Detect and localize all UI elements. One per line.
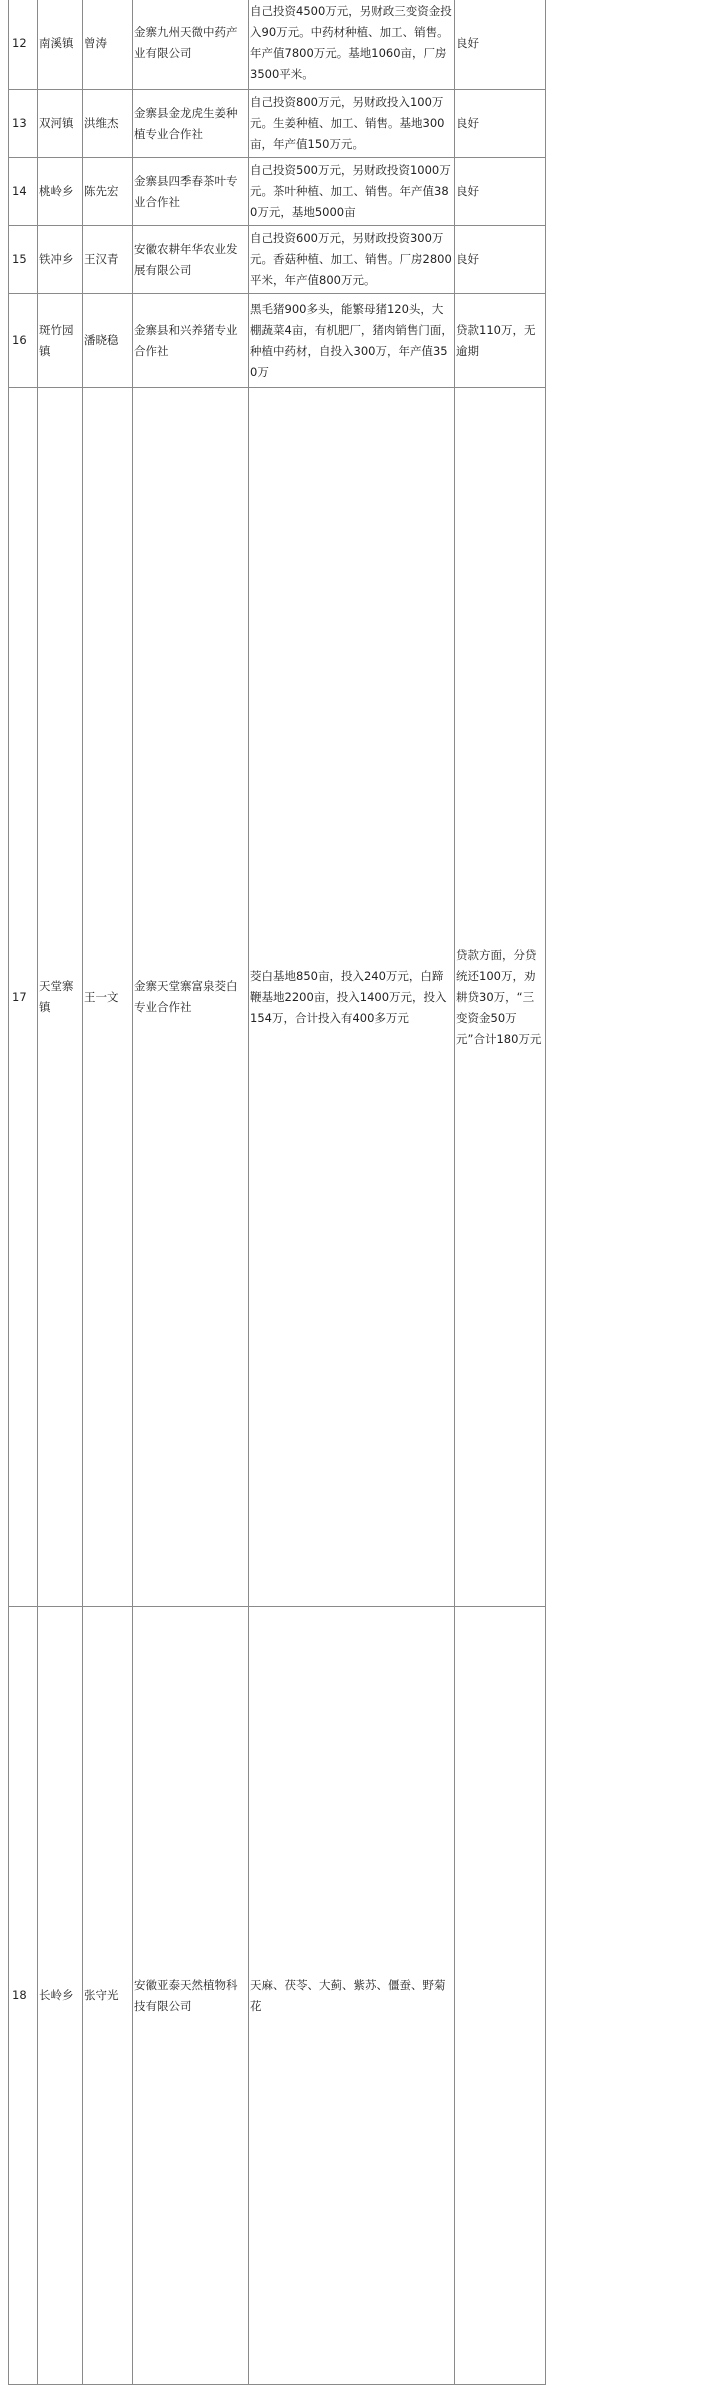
row-number: 17 [9,388,38,1607]
person-cell: 曾涛 [83,0,133,90]
row-number: 15 [9,226,38,294]
details-cell: 天麻、茯苓、大蓟、紫苏、僵蚕、野菊花 [249,1607,455,2385]
entity-cell: 安徽农耕年华农业发展有限公司 [133,226,249,294]
table-row [9,0,711,90]
table-row [9,226,711,294]
row-number: 13 [9,90,38,158]
town-cell: 南溪镇 [38,0,83,90]
status-cell: 良好 [455,90,546,158]
entity-cell: 金寨天堂寨富泉茭白专业合作社 [133,388,249,1607]
town-cell: 铁冲乡 [38,226,83,294]
status-cell: 贷款方面，分贷统还100万，劝耕贷30万，“三变资金50万元”合计180万元 [455,388,546,1607]
person-cell: 潘晓稳 [83,294,133,388]
details-cell: 自己投资800万元，另财政投入100万元。生姜种植、加工、销售。基地300亩，年产值150万元。 [249,90,455,158]
town-cell: 长岭乡 [38,1607,83,2385]
row-number: 12 [9,0,38,90]
row-number: 16 [9,294,38,388]
row-number: 18 [9,1607,38,2385]
status-cell: 良好 [455,0,546,90]
enterprise-table [8,0,711,2385]
row-number: 14 [9,158,38,226]
details-cell: 茭白基地850亩，投入240万元，白蹄鞭基地2200亩，投入1400万元，投入154万，合计投入有400多万元 [249,388,455,1607]
status-cell: 贷款110万，无逾期 [455,294,546,388]
person-cell: 张守光 [83,1607,133,2385]
town-cell: 双河镇 [38,90,83,158]
status-cell: 良好 [455,158,546,226]
details-cell: 黑毛猪900多头，能繁母猪120头，大棚蔬菜4亩，有机肥厂，猪肉销售门面，种植中药材，自投入300万，年产值350万 [249,294,455,388]
status-cell [455,1607,546,2385]
entity-cell: 安徽亚泰天然植物科技有限公司 [133,1607,249,2385]
town-cell: 斑竹园镇 [38,294,83,388]
entity-cell: 金寨县金龙虎生姜种植专业合作社 [133,90,249,158]
entity-cell: 金寨县和兴养猪专业合作社 [133,294,249,388]
entity-cell: 金寨九州天微中药产业有限公司 [133,0,249,90]
table-row [9,90,711,158]
details-cell: 自己投资4500万元，另财政三变资金投入90万元。中药材种植、加工、销售。年产值7800万元。基地1060亩，厂房3500平米。 [249,0,455,90]
town-cell: 天堂寨镇 [38,388,83,1607]
table-row [9,158,711,226]
person-cell: 陈先宏 [83,158,133,226]
table-row [9,1607,711,2385]
table-row [9,294,711,388]
details-cell: 自己投资600万元，另财政投资300万元。香菇种植、加工、销售。厂房2800平米，年产值800万元。 [249,226,455,294]
town-cell: 桃岭乡 [38,158,83,226]
person-cell: 王一文 [83,388,133,1607]
person-cell: 王汉青 [83,226,133,294]
entity-cell: 金寨县四季春茶叶专业合作社 [133,158,249,226]
person-cell: 洪维杰 [83,90,133,158]
status-cell: 良好 [455,226,546,294]
table-row [9,388,711,1607]
details-cell: 自己投资500万元，另财政投资1000万元。茶叶种植、加工、销售。年产值380万元，基地5000亩 [249,158,455,226]
